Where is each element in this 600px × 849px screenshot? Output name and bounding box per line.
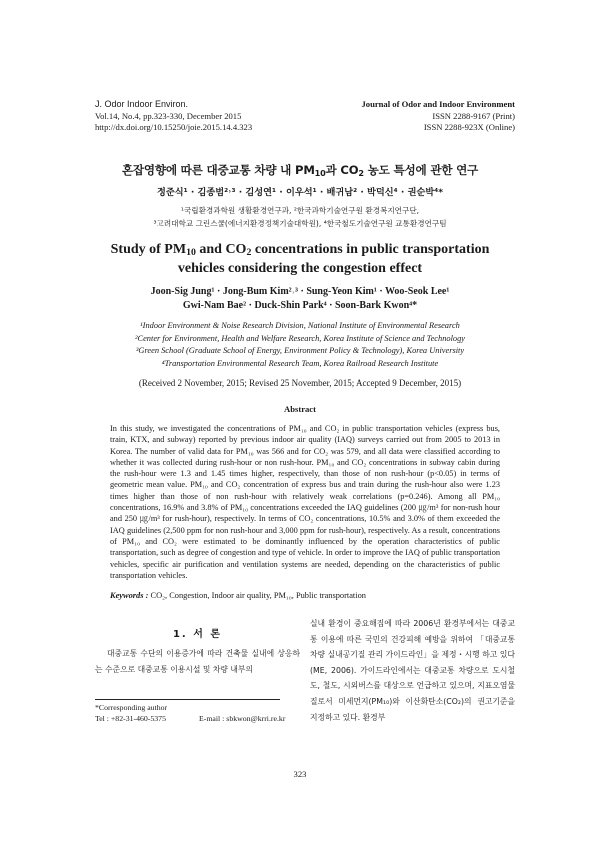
journal-header-left: [95, 99, 252, 134]
issn-print: ISSN 2288-9167 (Print): [432, 110, 515, 121]
journal-header-right: [361, 99, 515, 134]
footnote-rule: [95, 699, 280, 700]
body-right-column: 실내 환경이 중요해짐에 따라 2006년 환경부에서는 대중교통 이용에 따른 국민의 건강피해 예방을 위하여 「대중교통차량 실내공기질 관리 가이드라인」을 제정・시행 하고 있다(ME, 2006). 가이드라인에서는 대중교통 차량으로 도시철도, 철도, 시외버스를 대상으로 언급하고 있으며, 지표오염물질로서 미세먼지(PM₁₀)와 이산화탄소(CO₂)의 권고기준을 지정하고 있다. 환경부: [310, 619, 515, 722]
english-authors-line-1: Joon-Sig Jung¹ · Jong-Bum Kim²˒³ · Sung-Yeon Kim¹ · Woo-Seok Lee¹: [150, 286, 450, 297]
issn-online: ISSN 2288-923X (Online): [423, 122, 515, 132]
telephone: Tel : +82-31-460-5375: [95, 713, 166, 723]
doi-link[interactable]: http://dx.doi.org/10.15250/joie.2015.14.4.323: [95, 122, 253, 132]
affiliation-4: ⁴Transportation Environmental Research Team, Korea Railroad Research Institute: [161, 358, 439, 368]
abstract-heading: Abstract: [284, 404, 316, 414]
korean-affiliation-2: ³고려대학교 그린스쿨(에너지환경정책기술대학원), ⁴한국철도기술연구원 교통환경연구팀: [153, 219, 447, 228]
keywords-list: CO₂, Congestion, Indoor air quality, PM₁₀, Public transportation: [148, 591, 366, 600]
keywords: [110, 591, 366, 600]
body-left-column: [95, 646, 300, 677]
english-authors: [0, 285, 600, 313]
journal-short-name: J. Odor Indoor Environ.: [95, 99, 189, 109]
abstract-text: In this study, we investigated the concentrations of PM₁₀ and CO₂ in public transportation vehicles (express bus, train, KTX, and subway) reported by previous indoor air quality (IAQ) surveys carried out from 2005 to 2013 in Korea. The number of valid data for PM₁₀ was 566 and for CO₂ was 579, and all data were classified according to whether it was collected during rush-hour or non rush-hour. PM₁₀ and CO₂ concentrations in subway cabin during the rush-hour were 1.3 and 1.45 times higher, respectively, than those of non rush-hour (p<0.05) in terms of geometric mean value. PM₁₀ and CO₂ concentration of express bus and train during the rush-hour also were 1.23 times higher than those of non rush-hour with relatively weak correlations (p=0.246). Among all PM₁₀ concentrations, 16.9% and 3.8% of PM₁₀ concentrations exceeded the IAQ guidelines (200 ㎍/m³ for non-rush hour and 250 ㎍/m³ for rush-hour), respectively. In terms of CO₂ concentrations, 10.5% and 3.0% of them exceeded the IAQ guidelines (2,500 ppm for non rush-hour and 3,000 ppm for rush-hour), respectively. As a result, concentrations of PM₁₀ and CO₂ were estimated to be dominantly influenced by the operation characteristics of public transportation, such as degree of congestion and type of vehicle. In order to improve the IAQ of public transportation vehicles, specific air purification and ventilation systems are needed, depending on the characteristics of public transportation vehicles.: [110, 424, 500, 580]
keywords-label: Keywords :: [110, 591, 149, 600]
page-number: 323: [293, 769, 307, 779]
section-title: 1. 서 론: [172, 629, 223, 640]
korean-affiliation-1: ¹국립환경과학원 생활환경연구과, ²한국과학기술연구원 환경복지연구단,: [180, 206, 420, 215]
english-affiliations: [0, 320, 600, 370]
volume-info: Vol.14, No.4, pp.323-330, December 2015: [95, 110, 242, 121]
journal-full-name: Journal of Odor and Indoor Environment: [361, 99, 515, 109]
footnote: [95, 703, 286, 724]
english-authors-line-2: Gwi-Nam Bae² · Duck-Shin Park⁴ · Soon-Bark Kwon⁴*: [182, 300, 418, 311]
affiliation-2: ²Center for Environment, Health and Welfare Research, Korea Institute of Science and Technology: [134, 333, 465, 343]
korean-authors: 정준식¹ · 김종범²˒³ · 김성연¹ · 이우석¹ · 배귀남² · 박덕신⁴ · 권순박⁴*: [156, 187, 444, 198]
english-title-line-2: vehicles considering the congestion effect: [177, 261, 423, 276]
affiliation-3: ³Green School (Graduate School of Energy, Environment Policy & Technology), Korea University: [135, 346, 465, 356]
english-title: [0, 240, 600, 278]
received-dates: (Received 2 November, 2015; Revised 25 November, 2015; Accepted 9 December, 2015): [138, 378, 462, 388]
korean-title: 혼잡영향에 따른 대중교통 차량 내 $PM_{10}$과 $CO_2$ 농도 특성에 관한 연구: [121, 163, 479, 178]
left-paragraph: 대중교통 수단의 이용증가에 따라 건축물 실내에 상응하는 수준으로 대중교통 이용시설 및 차량 내부의: [95, 649, 300, 674]
affiliation-1: ¹Indoor Environment & Noise Research Division, National Institute of Environmental Research: [140, 321, 460, 330]
english-title-line-1: Study of $PM_{10}$ and $CO_2$ concentrations in public transportation: [110, 242, 490, 258]
corresponding-author: *Corresponding author: [95, 703, 168, 712]
email[interactable]: E-mail : sbkwon@krri.re.kr: [199, 713, 286, 723]
